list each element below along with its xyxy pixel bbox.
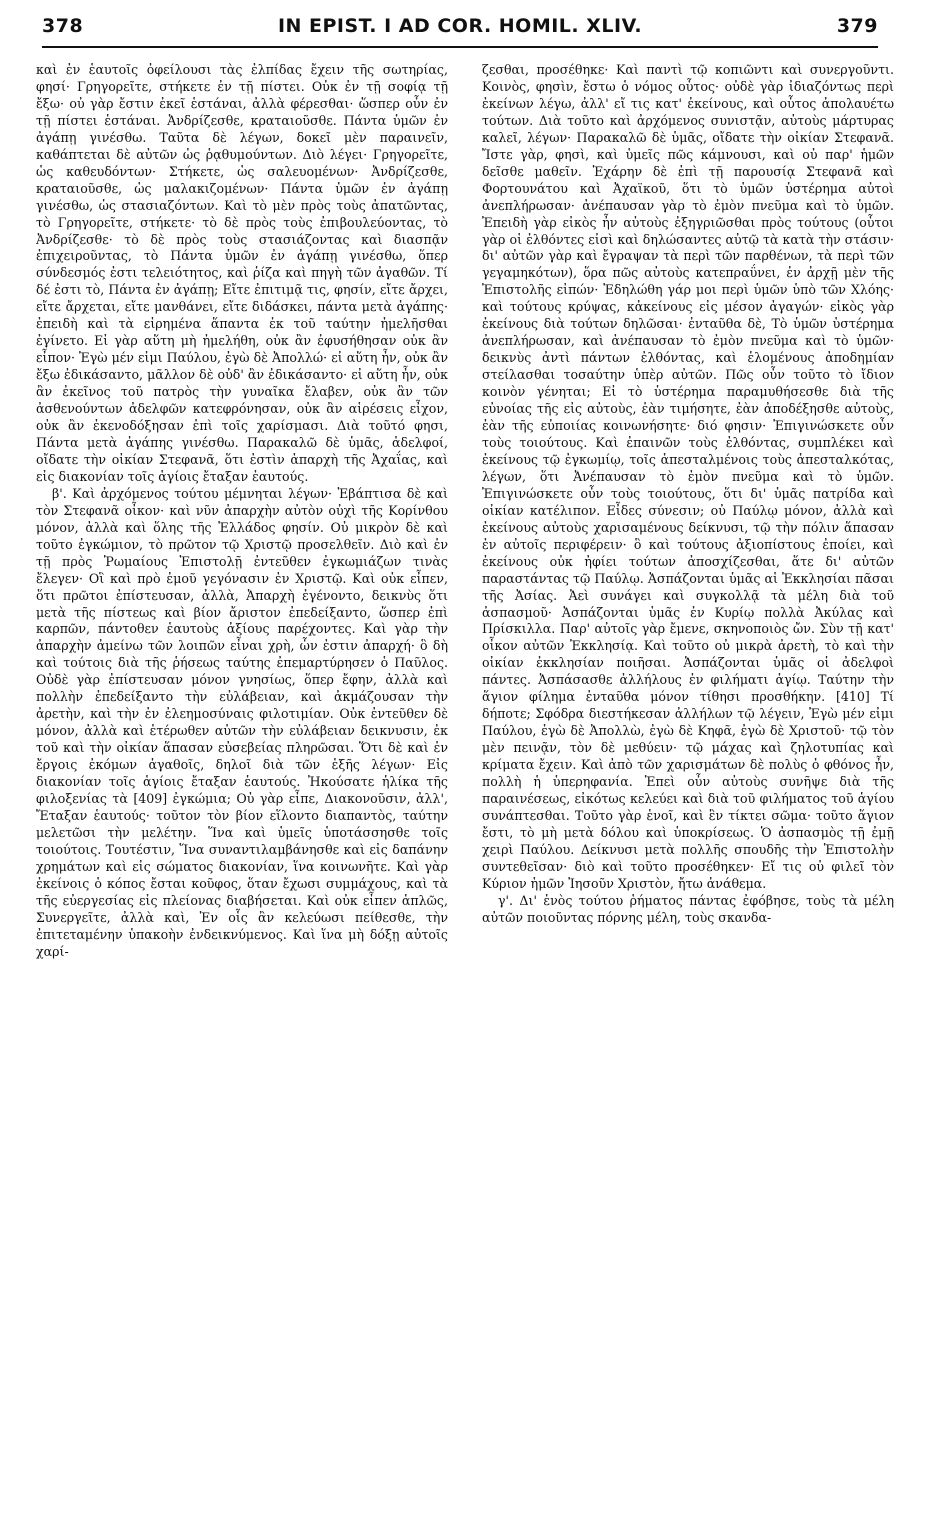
paragraph: β'. Καὶ ἀρχόμενος τούτου μέμνηται λέγων· Ἐβάπτισα δὲ καὶ τὸν Στεφανᾶ οἶκον· καὶ νῦν ἀπαρχὴν αὐτὸν οὐχὶ τῆς Κορίνθου μόνον, ἀλλὰ καὶ ὅλης τῆς Ἑλλάδος φησίν. Οὐ μικρὸν δὲ καὶ τοῦτο ἐγκώμιον, τὸ πρῶτον τῷ Χριστῷ προσελθεῖν. Διὸ καὶ ἐν τῇ πρὸς Ῥωμαίους Ἐπιστολῇ ἐντεῦθεν ἐγκωμιάζων τινὰς ἔλεγεν· Οἳ καὶ πρὸ ἐμοῦ γεγόνασιν ἐν Χριστῷ. Καὶ οὐκ εἶπεν, ὅτι πρῶτοι ἐπίστευσαν, ἀλλὰ, Ἀπαρχὴ ἐγένοντο, δεικνὺς ὅτι μετὰ τῆς πίστεως καὶ βίον ἄριστον ἐπεδείξαντο, ὥσπερ ἐπὶ καρπῶν, πάντοθεν ἑαυτοὺς ἀξίους παρέχοντες. Καὶ γὰρ τὴν ἀπαρχὴν ἀμείνω τῶν λοιπῶν εἶναι χρὴ, ὧν ἐστιν ἀπαρχή· ὃ δὴ καὶ τούτοις διὰ τῆς ῥήσεως ταύτης ἐπεμαρτύρησεν ὁ Παῦλος. Οὐδὲ γὰρ ἐπίστευσαν μόνον γνησίως, ὅπερ ἔφην, ἀλλὰ καὶ πολλὴν ἐπεδείξαντο τὴν εὐλάβειαν, καὶ ἀκμάζουσαν τὴν ἀρετὴν, καὶ τὴν ἐν ἐλεημοσύναις φιλοτιμίαν. Οὐκ ἐντεῦθεν δὲ μόνον, ἀλλὰ καὶ ἑτέρωθεν αὐτῶν τὴν εὐλάβειαν δεικνυσιν, ἐκ τοῦ καὶ τὴν οἰκίαν ἅπασαν εὐσεβείας πληρῶσαι. Ὅτι δὲ καὶ ἐν ἔργοις ἐκόμων ἀγαθοῖς, δηλοῖ διὰ τῶν ἑξῆς λέγων· Εἰς διακονίαν τοῖς ἁγίοις ἔταξαν ἑαυτούς. Ἠκούσατε ἡλίκα τῆς φιλοξενίας τὰ [409] ἐγκώμια; Οὐ γὰρ εἶπε, Διακονοῦσιν, ἀλλ', Ἔταξαν ἑαυτούς· τοῦτον τὸν βίον εἵλοντο διαπαντὸς, ταύτην μελετῶσι τὴν μελέτην. Ἵνα καὶ ὑμεῖς ὑποτάσσησθε τοῖς τοιούτοις. Τουτέστιν, Ἵνα συναντιλαμβάνησθε καὶ εἰς δαπάνην χρημάτων καὶ εἰς σώματος διακονίαν, ἵνα κοινωνῆτε. Καὶ γὰρ ἐκείνοις ὁ κόπος ἔσται κοῦφος, ὅταν ἔχωσι συμμάχους, καὶ τὰ τῆς εὐεργεσίας εἰς πλείονας διαβήσεται. Καὶ οὐκ εἶπεν ἁπλῶς, Συνεργεῖτε, ἀλλὰ καὶ, Ἐν οἷς ἂν κελεύωσι πείθεσθε, τὴν ἐπιτεταμένην ὑπακοὴν ἐνδεικνύμενος. Καὶ ἵνα μὴ δόξῃ αὐτοῖς χαρί-	[36, 485, 448, 959]
right-column	[482, 62, 894, 1532]
paragraph: καὶ ἐν ἑαυτοῖς ὀφείλουσι τὰς ἐλπίδας ἔχειν τῆς σωτηρίας, φησί· Γρηγορεῖτε, στήκετε ἐν τῇ πίστει. Οὐκ ἐν τῇ σοφίᾳ τῇ ἔξω· οὐ γὰρ ἔστιν ἐκεῖ ἑστάναι, ἀλλὰ φέρεσθαι· ὥσπερ οὖν ἐν τῇ πίστει ἑστάναι. Ἀνδρίζεσθε, κραταιοῦσθε. Πάντα ὑμῶν ἐν ἀγάπῃ γινέσθω. Ταῦτα δὲ λέγων, δοκεῖ μὲν παραινεῖν, καθάπτεται δὲ αὐτῶν ὡς ῥᾳθυμούντων. Διὸ λέγει· Γρηγορεῖτε, ὡς καθευδόντων· Στήκετε, ὡς σαλευομένων· Ἀνδρίζεσθε, κραταιοῦσθε, ὡς μαλακιζομένων· Πάντα ὑμῶν ἐν ἀγάπῃ γινέσθω, ὡς στασιαζόντων. Καὶ τὸ μὲν πρὸς τοὺς ἀπατῶντας, τὸ Γρηγορεῖτε, στήκετε· τὸ δὲ πρὸς τοὺς ἐπιβουλεύοντας, τὸ Ἀνδρίζεσθε· τὸ δὲ πρὸς τοὺς στασιάζοντας καὶ διασπᾷν ἐπιχειροῦντας, τὸ Πάντα ὑμῶν ἐν ἀγάπῃ γινέσθω, ὅπερ σύνδεσμός ἐστι τελειότητος, καὶ ῥίζα καὶ πηγὴ τῶν ἀγαθῶν. Τί δέ ἐστι τὸ, Πάντα ἐν ἀγάπῃ; Εἴτε ἐπιτιμᾷ τις, φησίν, εἴτε ἄρχει, εἴτε ἄρχεται, εἴτε μανθάνει, εἴτε διδάσκει, πάντα μετὰ ἀγάπης· ἐπειδὴ καὶ τὰ εἰρημένα ἅπαντα ἐκ τοῦ ταύτην ἠμελῆσθαι ἐγίνετο. Εἰ γὰρ αὕτη μὴ ἠμελήθη, οὐκ ἂν ἐφυσήθησαν οὐκ ἂν εἶπον· Ἐγὼ μέν εἰμι Παύλου, ἐγὼ δὲ Ἀπολλώ· εἰ αὕτη ἦν, οὐκ ἂν ἔξω ἐδικάσαντο, μᾶλλον δὲ οὐδ' ἂν ἐδικάσαντο· εἰ αὕτη ἦν, οὐκ ἂν ἐκεῖνος τοῦ πατρὸς τὴν γυναῖκα ἔλαβεν, οὐκ ἂν τῶν ἀσθενούντων ἀδελφῶν κατεφρόνησαν, οὐκ ἂν αἱρέσεις εἶχον, οὐκ ἂν ἐκενοδόξησαν ἐπὶ τοῖς χαρίσμασι. Διὰ τοῦτό φησι, Πάντα μετὰ ἀγάπης γινέσθω. Παρακαλῶ δὲ ὑμᾶς, ἀδελφοί, οἴδατε τὴν οἰκίαν Στεφανᾶ, ὅτι ἐστὶν ἀπαρχὴ τῆς Ἀχαΐας, καὶ εἰς διακονίαν τοῖς ἁγίοις ἔταξαν ἑαυτούς.	[36, 62, 448, 484]
running-header	[42, 6, 878, 48]
left-column	[36, 62, 448, 1532]
page-number-left: 378	[42, 15, 84, 37]
page-number-right: 379	[836, 15, 878, 37]
paragraph: γ'. Δι' ἑνὸς τούτου ῥήματος πάντας ἐφόβησε, τοὺς τὰ μέλη αὐτῶν ποιοῦντας πόρνης μέλη, τοὺς σκανδα-	[482, 892, 894, 925]
paragraph: ζεσθαι, προσέθηκε· Καὶ παντὶ τῷ κοπιῶντι καὶ συνεργοῦντι. Κοινὸς, φησὶν, ἔστω ὁ νόμος οὗτος· οὐδὲ γὰρ ἰδιαζόντως περὶ ἐκείνων λέγω, ἀλλ' εἴ τις κατ' ἐκείνους, καὶ οὗτος ἀπολαυέτω τούτων. Διὰ τοῦτο καὶ ἀρχόμενος συνιστᾷν, αὐτοὺς μάρτυρας καλεῖ, λέγων· Παρακαλῶ δὲ ὑμᾶς, οἴδατε τὴν οἰκίαν Στεφανᾶ. Ἴστε γὰρ, φησὶ, καὶ ὑμεῖς πῶς κάμνουσι, καὶ οὐ παρ' ἡμῶν δεῖσθε μαθεῖν. Ἐχάρην δὲ ἐπὶ τῇ παρουσίᾳ Στεφανᾶ καὶ Φορτουνάτου καὶ Ἀχαϊκοῦ, ὅτι τὸ ὑμῶν ὑστέρημα αὐτοὶ ἀνεπλήρωσαν· ἀνέπαυσαν γὰρ τὸ ἐμὸν πνεῦμα καὶ τὸ ὑμῶν. Ἐπειδὴ γὰρ εἰκὸς ἦν αὐτοὺς ἐξηγριῶσθαι πρὸς τούτους (οὗτοι γὰρ οἱ ἐλθόντες εἰσὶ καὶ δηλώσαντες αὐτῷ τὰ κατὰ τὴν στάσιν· δι' αὐτῶν γὰρ καὶ ἔγραψαν τὰ περὶ τῶν παρθένων, τὰ περὶ τῶν γεγαμηκότων), ὅρα πῶς αὐτοὺς κατεπραΰνει, ἐν ἀρχῇ μὲν τῆς Ἐπιστολῆς εἰπών· Ἐδηλώθη γάρ μοι περὶ ὑμῶν ὑπὸ τῶν Χλόης· καὶ τούτους κρύψας, κἀκείνους εἰς μέσον ἀγαγών· εἰκὸς γὰρ ἐκείνους διὰ τούτων δηλῶσαι· ἐνταῦθα δὲ, Τὸ ὑμῶν ὑστέρημα ἀνεπλήρωσαν, καὶ ἀνέπαυσαν τὸ ἐμὸν πνεῦμα καὶ τὸ ὑμῶν· δεικνὺς ἀντὶ πάντων ἐλθόντας, καὶ ἑλομένους ἀποδημίαν στείλασθαι τοσαύτην ὑπὲρ αὐτῶν. Πῶς οὖν τοῦτο τὸ ἴδιον κοινὸν γένηται; Εἰ τὸ ὑστέρημα παραμυθήσεσθε διὰ τῆς εὐνοίας τῆς εἰς αὐτοὺς, ἐὰν τιμήσητε, ἐὰν ἀποδέξησθε αὐτοὺς, ἐὰν τῆς εὐποιίας κοινωνήσητε· διό φησιν· Ἐπιγινώσκετε οὖν τοὺς τοιούτους. Καὶ ἐπαινῶν τοὺς ἐλθόντας, συμπλέκει καὶ ἐκείνους τῷ ἐγκωμίῳ, τοῖς ἀπεσταλμένοις τοὺς ἀπεσταλκότας, λέγων, ὅτι Ἀνέπαυσαν τὸ ἐμὸν πνεῦμα καὶ τὸ ὑμῶν. Ἐπιγινώσκετε οὖν τοὺς τοιούτους, ὅτι δι' ὑμᾶς πατρίδα καὶ οἰκίαν κατέλιπον. Εἶδες σύνεσιν; οὐ Παύλῳ μόνον, ἀλλὰ καὶ ἐκείνους αὐτοὺς χαρισαμένους δείκνυσι, τῷ τὴν πόλιν ἅπασαν ἐν αὐτοῖς περιφέρειν· ὃ καὶ τούτους ἀξιοπίστους ἐποίει, καὶ ἐκείνους οὐκ ἠφίει τούτων ἀποσχίζεσθαι, ἅτε δι' αὐτῶν παραστάντας τῷ Παύλῳ. Ἀσπάζονται ὑμᾶς αἱ Ἐκκλησίαι πᾶσαι τῆς Ἀσίας. Ἀεὶ συνάγει καὶ συγκολλᾷ τὰ μέλη διὰ τοῦ ἀσπασμοῦ· Ἀσπάζονται ὑμᾶς ἐν Κυρίῳ πολλὰ Ἀκύλας καὶ Πρίσκιλλα. Παρ' αὐτοῖς γὰρ ἔμενε, σκηνοποιὸς ὤν. Σὺν τῇ κατ' οἶκον αὐτῶν Ἐκκλησίᾳ. Καὶ τοῦτο οὐ μικρὰ ἀρετὴ, τὸ καὶ τὴν οἰκίαν ἐκκλησίαν ποιῆσαι. Ἀσπάζονται ὑμᾶς οἱ ἀδελφοὶ πάντες. Ἀσπάσασθε ἀλλήλους ἐν φιλήματι ἁγίῳ. Ταύτην τὴν ἅγιον φίλημα ἐνταῦθα μόνον τίθησι προσθήκην. [410] Τί δήποτε; Σφόδρα διεστήκεσαν ἀλλήλων τῷ λέγειν, Ἐγὼ μέν εἰμι Παύλου, ἐγὼ δὲ Ἀπολλὼ, ἐγὼ δὲ Κηφᾶ, ἐγὼ δὲ Χριστοῦ· τῷ τὸν μὲν πεινᾷν, τὸν δὲ μεθύειν· τῷ μάχας καὶ ζηλοτυπίας καὶ κρίματα ἔχειν. Καὶ ἀπὸ τῶν χαρισμάτων δὲ πολὺς ὁ φθόνος ἦν, πολλὴ ἡ ὑπερηφανία. Ἐπεὶ οὖν αὐτοὺς συνῆψε διὰ τῆς παραινέσεως, εἰκότως κελεύει καὶ διὰ τοῦ φιλήματος τοῦ ἁγίου συνάπτεσθαι. Τοῦτο γὰρ ἑνοῖ, καὶ ἓν τίκτει σῶμα· τοῦτο ἅγιον ἔστι, τὸ μὴ μετὰ δόλου καὶ ὑποκρίσεως. Ὁ ἀσπασμὸς τῇ ἐμῇ χειρὶ Παύλου. Δείκνυσι μετὰ πολλῆς σπουδῆς τὴν Ἐπιστολὴν συντεθεῖσαν· διὸ καὶ τοῦτο προσέθηκεν· Εἴ τις οὐ φιλεῖ τὸν Κύριον ἡμῶν Ἰησοῦν Χριστὸν, ἤτω ἀνάθεμα.	[482, 62, 894, 891]
running-title: IN EPIST. I AD COR. HOMIL. XLIV.	[277, 15, 643, 37]
